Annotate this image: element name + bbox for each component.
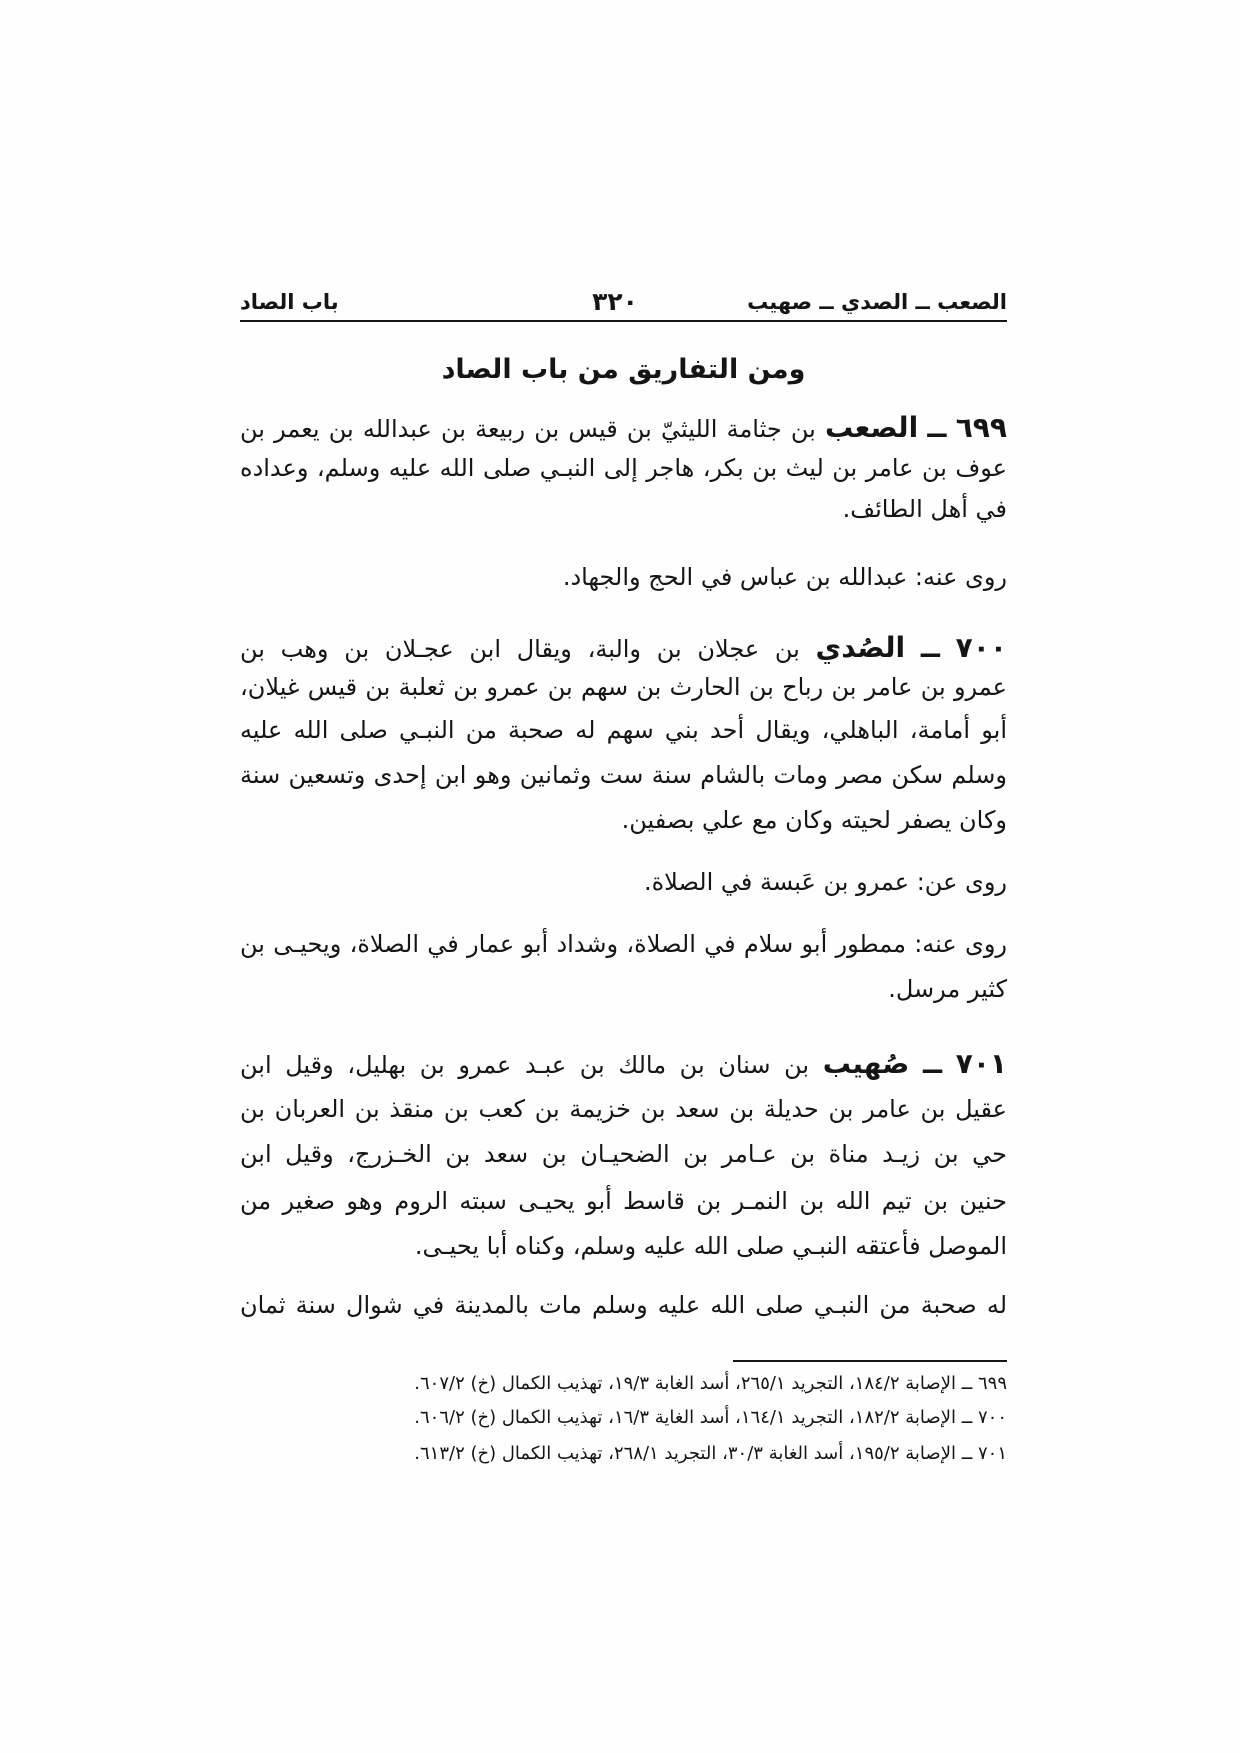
footnote-701 (240, 1439, 1007, 1469)
entry-number: ٧٠٠ (955, 631, 1007, 664)
entry-text: بن سنان بن مالك بن عبـد عمرو بن بهليل، وقيل ابن (240, 1051, 810, 1079)
footnote-699 (240, 1369, 1007, 1399)
section-heading: ومن التفاريق من باب الصاد (441, 354, 806, 385)
entry-number: ٦٩٩ (955, 411, 1007, 444)
footnote-number: ٦٩٩ (977, 1373, 1007, 1394)
entry-701-line-2: عقيل بن عامر بن حديلة بن سعد بن خزيمة بن كعب بن منقذ بن العربان بن (240, 1095, 1007, 1123)
entry-700-line-5: وكان يصفر لحيته وكان مع علي بصفين. (621, 806, 1007, 834)
footnote-text: الإصابة ١٨٤/٢، التجريد ٢٦٥/١، أسد الغابة ١٩/٣، تهذيب الكمال (خ) ٦٠٧/٢. (414, 1373, 956, 1394)
footnote-700 (240, 1403, 1007, 1433)
entry-700-line-4: وسلم سكن مصر ومات بالشام سنة ست وثمانين وهو ابن إحدى وتسعين سنة (240, 761, 1007, 789)
entry-701-line-4: حنين بن تيم الله بن النمـر بن قاسط أبو يحيـى سبته الروم وهو صغير من (240, 1187, 1007, 1215)
footnote-number: ٧٠١ (977, 1443, 1007, 1464)
entry-separator: ــ (920, 631, 940, 664)
entry-699-line-2: عوف بن عامر بن ليث بن بكر، هاجر إلى النبـي صلى الله عليه وسلم، وعداده (240, 454, 1007, 482)
footnote-text: الإصابة ١٩٥/٢، أسد الغابة ٣٠/٣، التجريد ٢٦٨/١، تهذيب الكمال (خ) ٦١٣/٢. (414, 1443, 956, 1464)
entry-699-narration: روى عنه: عبدالله بن عباس في الحج والجهاد. (562, 563, 1007, 591)
entry-700-narrators-line-2: كثير مرسل. (888, 975, 1007, 1003)
entry-700-narrated-from: روى عن: عمرو بن عَبسة في الصلاة. (643, 868, 1007, 896)
entry-name: الصعب (825, 411, 919, 444)
entry-699-line-1 (240, 406, 1007, 450)
entry-separator: ــ (927, 411, 947, 444)
footnote-separator: ــ (961, 1443, 973, 1464)
chapter-title: باب الصاد (240, 290, 339, 314)
footnote-rule (733, 1360, 1007, 1362)
page-number: ٣٢٠ (592, 287, 638, 316)
entry-699-line-3: في أهل الطائف. (842, 495, 1007, 523)
header-rule (240, 320, 1007, 322)
entry-separator: ــ (922, 1047, 943, 1080)
entry-700-line-2: عمرو بن عامر بن رباح بن الحارث بن سهم بن عمرو بن ثعلبة بن قيس غيلان، (240, 673, 1007, 701)
entry-name: صُهيب (822, 1047, 910, 1080)
entry-text: بن عجلان بن والبة، ويقال ابن عجـلان بن وهب بن (240, 635, 800, 663)
footnote-separator: ــ (961, 1373, 973, 1394)
entry-701-line-1 (240, 1042, 1007, 1086)
running-title: الصعب ــ الصدي ــ صهيب (747, 290, 1007, 314)
entry-text: بن جثامة الليثيّ بن قيس بن ربيعة بن عبدالله بن يعمر بن (240, 415, 816, 443)
footnote-separator: ــ (961, 1407, 973, 1428)
entry-name: الصُدي (815, 631, 906, 664)
entry-701-companionship: له صحبة من النبـي صلى الله عليه وسلم مات بالمدينة في شوال سنة ثمان (240, 1291, 1007, 1319)
footnote-text: الإصابة ١٨٢/٢، التجريد ١٦٤/١، أسد الغاية ١٦/٣، تهذيب الكمال (خ) ٦٠٦/٢. (414, 1407, 956, 1428)
entry-700-narrators-line-1: روى عنه: ممطور أبو سلام في الصلاة، وشداد أبو عمار في الصلاة، ويحيـى بن (240, 930, 1007, 958)
entry-700-line-1 (240, 626, 1007, 670)
entry-700-line-3: أبو أمامة، الباهلي، ويقال أحد بني سهم له صحبة من النبـي صلى الله عليه (240, 716, 1007, 744)
entry-701-line-5: الموصل فأعتقه النبـي صلى الله عليه وسلم، وكناه أبا يحيـى. (414, 1232, 1007, 1260)
entry-701-line-3: حي بن زيـد مناة بن عـامر بن الضحيـان بن سعد بن الخـزرج، وقيل ابن (240, 1140, 1007, 1168)
entry-number: ٧٠١ (955, 1047, 1008, 1080)
footnote-number: ٧٠٠ (977, 1407, 1007, 1428)
